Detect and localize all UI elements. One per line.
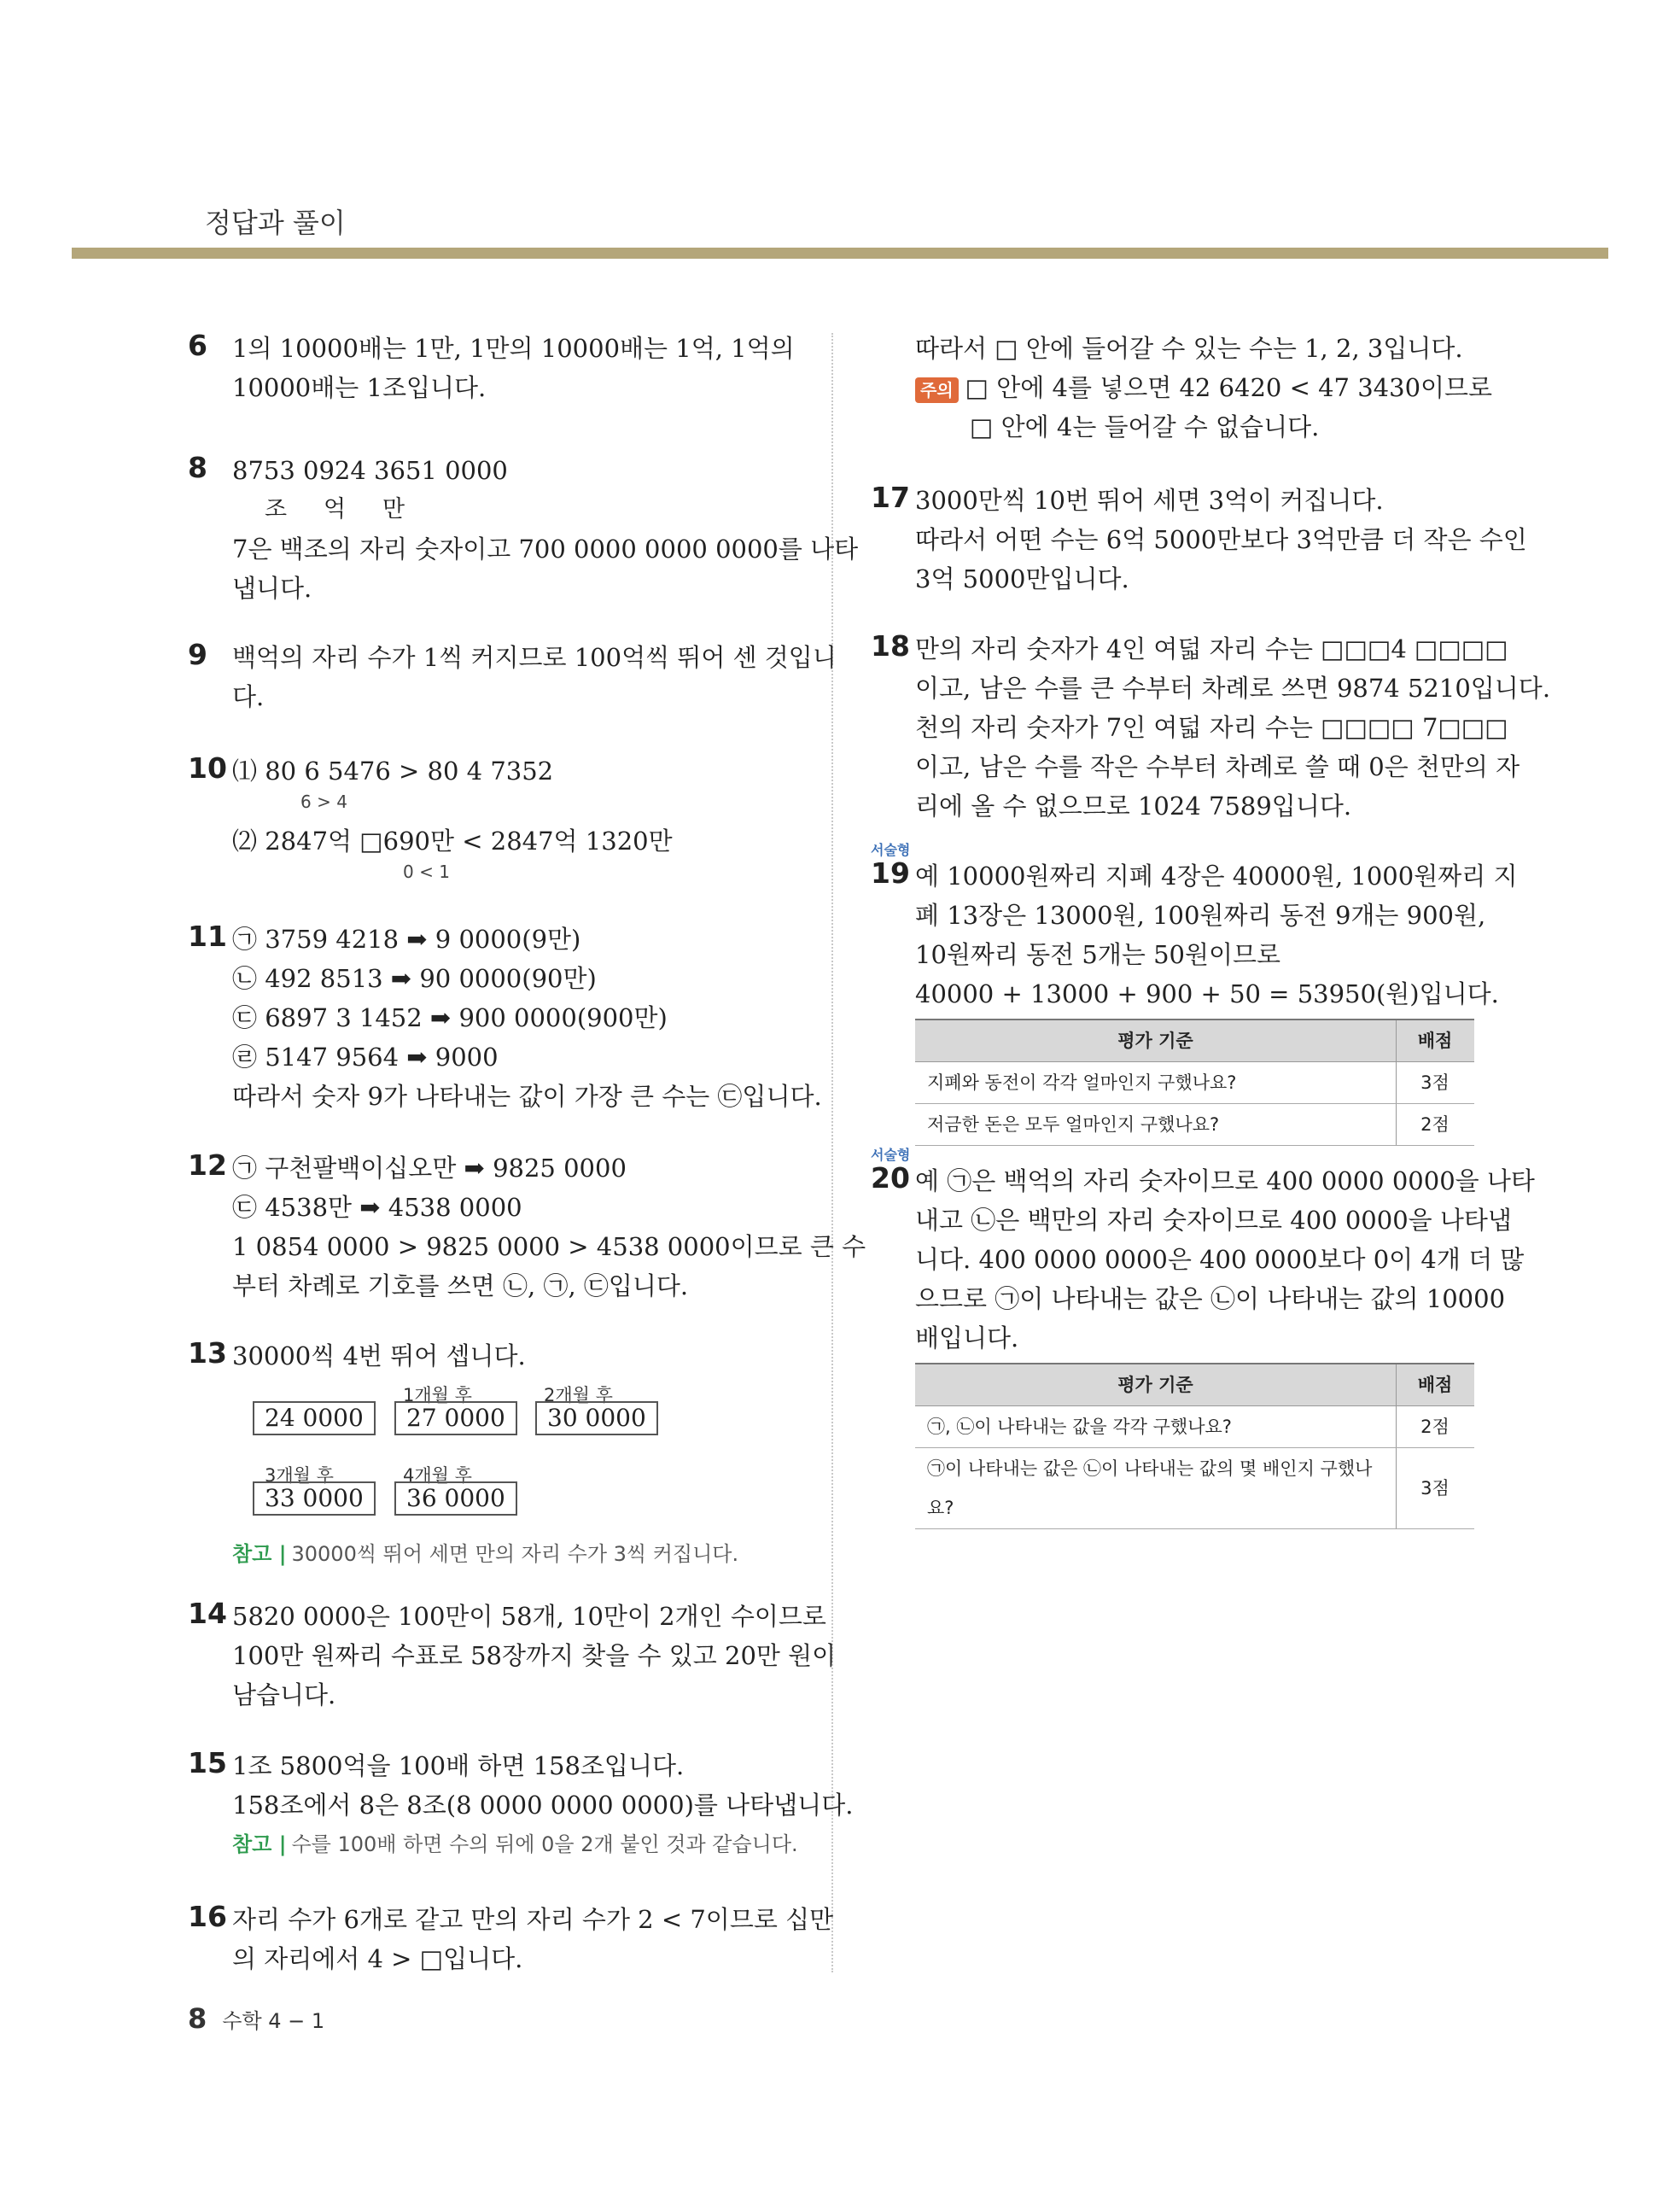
- problem-number: 11: [188, 920, 227, 953]
- text-line: 예 10000원짜리 지폐 4장은 40000원, 1000원짜리 지: [915, 862, 1518, 891]
- text-line: 백억의 자리 수가 1씩 커지므로 100억씩 뛰어 센 것입니: [232, 643, 837, 672]
- score-cell: 2점: [1397, 1406, 1475, 1448]
- text-line: 3000만씩 10번 뛰어 세면 3억이 커집니다.: [915, 486, 1384, 515]
- text-line: 10000배는 1조입니다.: [232, 373, 487, 402]
- criterion-cell: 저금한 돈은 모두 얼마인지 구했나요?: [915, 1104, 1397, 1146]
- problem-number: 17: [871, 481, 910, 514]
- text-line: 부터 차례로 기호를 쓰면 ㉡, ㉠, ㉢입니다.: [232, 1271, 689, 1300]
- text-line: 자리 수가 6개로 같고 만의 자리 수가 2 < 7이므로 십만: [232, 1905, 834, 1934]
- reference-note: [232, 1534, 804, 1574]
- text-line: 니다. 400 0000 0000은 400 0000보다 0이 4개 더 많: [915, 1245, 1525, 1274]
- table-row: [915, 1104, 1474, 1146]
- place-labels: 조 억 만: [265, 496, 405, 523]
- sequence-value: 30 0000: [535, 1401, 658, 1435]
- text-line: 따라서 숫자 9가 나타내는 값이 가장 큰 수는 ㉢입니다.: [232, 1082, 822, 1111]
- comparison-1-note: 6 > 4: [300, 792, 347, 812]
- table-header: 평가 기준: [915, 1364, 1397, 1406]
- problem-number: 18: [871, 629, 910, 663]
- text-line: 따라서 □ 안에 들어갈 수 있는 수는 1, 2, 3입니다.: [915, 334, 1463, 363]
- text-line: 폐 13장은 13000원, 100원짜리 동전 9개는 900원,: [915, 901, 1486, 930]
- sequence-row-1: [232, 1376, 804, 1452]
- caution-label: 주의: [915, 377, 959, 403]
- reference-note: [232, 1825, 804, 1864]
- problem-number: 13: [188, 1336, 227, 1370]
- text-line: 의 자리에서 4 > □입니다.: [232, 1944, 523, 1973]
- text-line: ㉢ 6897 3 1452 ➡ 900 0000(900만): [232, 1003, 668, 1032]
- subject-label: 수학 4 − 1: [222, 2009, 325, 2033]
- score-cell: 3점: [1397, 1062, 1475, 1104]
- sequence-row-2: [232, 1452, 804, 1529]
- table-header: 평가 기준: [915, 1020, 1397, 1062]
- step-label: 4개월 후: [403, 1465, 472, 1486]
- reference-text: 30000씩 뛰어 세면 만의 자리 수가 3씩 커집니다.: [291, 1542, 739, 1566]
- text-line: 이고, 남은 수를 큰 수부터 차례로 쓰면 9874 5210입니다.: [915, 674, 1551, 703]
- table-header: 배점: [1397, 1364, 1475, 1406]
- text-line: 으므로 ㉠이 나타내는 값은 ㉡이 나타내는 값의 10000: [915, 1284, 1506, 1313]
- problem-number: 10: [188, 751, 227, 785]
- header-rule: [72, 248, 1608, 259]
- evaluation-table: [915, 1019, 1474, 1146]
- text-line: 100만 원짜리 수표로 58장까지 찾을 수 있고 20만 원이: [232, 1641, 837, 1670]
- text-line: 5820 0000은 100만이 58개, 10만이 2개인 수이므로: [232, 1602, 826, 1631]
- problem-number: 19: [871, 856, 910, 890]
- caution-line: [915, 368, 1493, 407]
- text-line: ㉠ 3759 4218 ➡ 9 0000(9만): [232, 925, 581, 954]
- problem-number: 20: [871, 1161, 910, 1195]
- text-line: ㉣ 5147 9564 ➡ 9000: [232, 1043, 499, 1072]
- table-row: [915, 1406, 1474, 1448]
- criterion-cell: ㉠이 나타내는 값은 ㉡이 나타내는 값의 몇 배인지 구했나요?: [915, 1448, 1397, 1529]
- comparison-2-note: 0 < 1: [403, 862, 450, 882]
- caution-text: □ 안에 4를 넣으면 42 6420 < 47 3430이므로: [965, 373, 1493, 402]
- text-line: ㉢ 4538만 ➡ 4538 0000: [232, 1193, 522, 1222]
- step-label: 3개월 후: [265, 1465, 334, 1486]
- sequence-value: 27 0000: [394, 1401, 517, 1435]
- text-line: 남습니다.: [232, 1680, 336, 1709]
- table-row: [915, 1448, 1474, 1529]
- step-label: 1개월 후: [403, 1385, 472, 1405]
- problem-number: 9: [188, 638, 207, 671]
- caution-text: □ 안에 4는 들어갈 수 없습니다.: [970, 412, 1320, 441]
- reference-label: 참고 |: [232, 1542, 287, 1566]
- text-line: 예 ㉠은 백억의 자리 숫자이므로 400 0000 0000을 나타: [915, 1166, 1535, 1195]
- descriptive-tag: 서술형: [871, 1147, 911, 1163]
- text-line: 1 0854 0000 > 9825 0000 > 4538 0000이므로 큰 수: [232, 1232, 866, 1261]
- reference-label: 참고 |: [232, 1832, 287, 1856]
- column-divider: [831, 333, 833, 1972]
- problem-number: 15: [188, 1746, 227, 1779]
- evaluation-table: [915, 1363, 1474, 1529]
- text-line: 30000씩 4번 뛰어 셉니다.: [232, 1341, 526, 1370]
- sequence-value: 33 0000: [253, 1481, 376, 1516]
- text-line: 1조 5800억을 100배 하면 158조입니다.: [232, 1751, 685, 1780]
- page-number: 8: [188, 2002, 207, 2035]
- criterion-cell: ㉠, ㉡이 나타내는 값을 각각 구했나요?: [915, 1406, 1397, 1448]
- table-row: [915, 1062, 1474, 1104]
- sequence-value: 36 0000: [394, 1481, 517, 1516]
- problem-number: 8: [188, 451, 207, 484]
- text-line: 리에 올 수 없으므로 1024 7589입니다.: [915, 792, 1352, 821]
- digits-line: 8753 0924 3651 0000: [232, 456, 508, 485]
- text-line: 158조에서 8은 8조(8 0000 0000 0000)를 나타냅니다.: [232, 1791, 854, 1820]
- page-footer: [188, 2002, 324, 2035]
- table-header: 배점: [1397, 1020, 1475, 1062]
- reference-text: 수를 100배 하면 수의 뒤에 0을 2개 붙인 것과 같습니다.: [291, 1832, 798, 1856]
- comparison-2: ⑵ 2847억 □690만 < 2847억 1320만: [232, 827, 673, 856]
- text-line: 10원짜리 동전 5개는 50원이므로: [915, 940, 1281, 969]
- text-line: 1의 10000배는 1만, 1만의 10000배는 1억, 1억의: [232, 334, 795, 363]
- text-line: 냅니다.: [232, 574, 312, 603]
- score-cell: 3점: [1397, 1448, 1475, 1529]
- text-line: 7은 백조의 자리 숫자이고 700 0000 0000 0000를 나타: [232, 535, 859, 564]
- problem-number: 16: [188, 1900, 227, 1933]
- text-line: ㉡ 492 8513 ➡ 90 0000(90만): [232, 964, 597, 993]
- text-line: 40000 + 13000 + 900 + 50 = 53950(원)입니다.: [915, 979, 1499, 1008]
- step-label: 2개월 후: [544, 1385, 613, 1405]
- sequence-value: 24 0000: [253, 1401, 376, 1435]
- problem-number: 14: [188, 1597, 227, 1630]
- problem-number: 6: [188, 329, 207, 362]
- text-line: 내고 ㉡은 백만의 자리 숫자이므로 400 0000을 나타냅: [915, 1206, 1512, 1235]
- text-line: 이고, 남은 수를 작은 수부터 차례로 쓸 때 0은 천만의 자: [915, 752, 1520, 781]
- score-cell: 2점: [1397, 1104, 1475, 1146]
- text-line: 3억 5000만입니다.: [915, 564, 1129, 593]
- comparison-1: ⑴ 80 6 5476 > 80 4 7352: [232, 757, 554, 786]
- text-line: ㉠ 구천팔백이십오만 ➡ 9825 0000: [232, 1154, 627, 1183]
- descriptive-tag: 서술형: [871, 842, 911, 858]
- problem-number: 12: [188, 1148, 227, 1182]
- criterion-cell: 지폐와 동전이 각각 얼마인지 구했나요?: [915, 1062, 1397, 1104]
- text-line: 다.: [232, 682, 265, 711]
- text-line: 따라서 어떤 수는 6억 5000만보다 3억만큼 더 작은 수인: [915, 525, 1527, 554]
- page-header: 정답과 풀이: [205, 207, 346, 239]
- text-line: 만의 자리 숫자가 4인 여덟 자리 수는 □□□4 □□□□: [915, 634, 1508, 663]
- text-line: 천의 자리 숫자가 7인 여덟 자리 수는 □□□□ 7□□□: [915, 713, 1508, 742]
- text-line: 배입니다.: [915, 1323, 1019, 1353]
